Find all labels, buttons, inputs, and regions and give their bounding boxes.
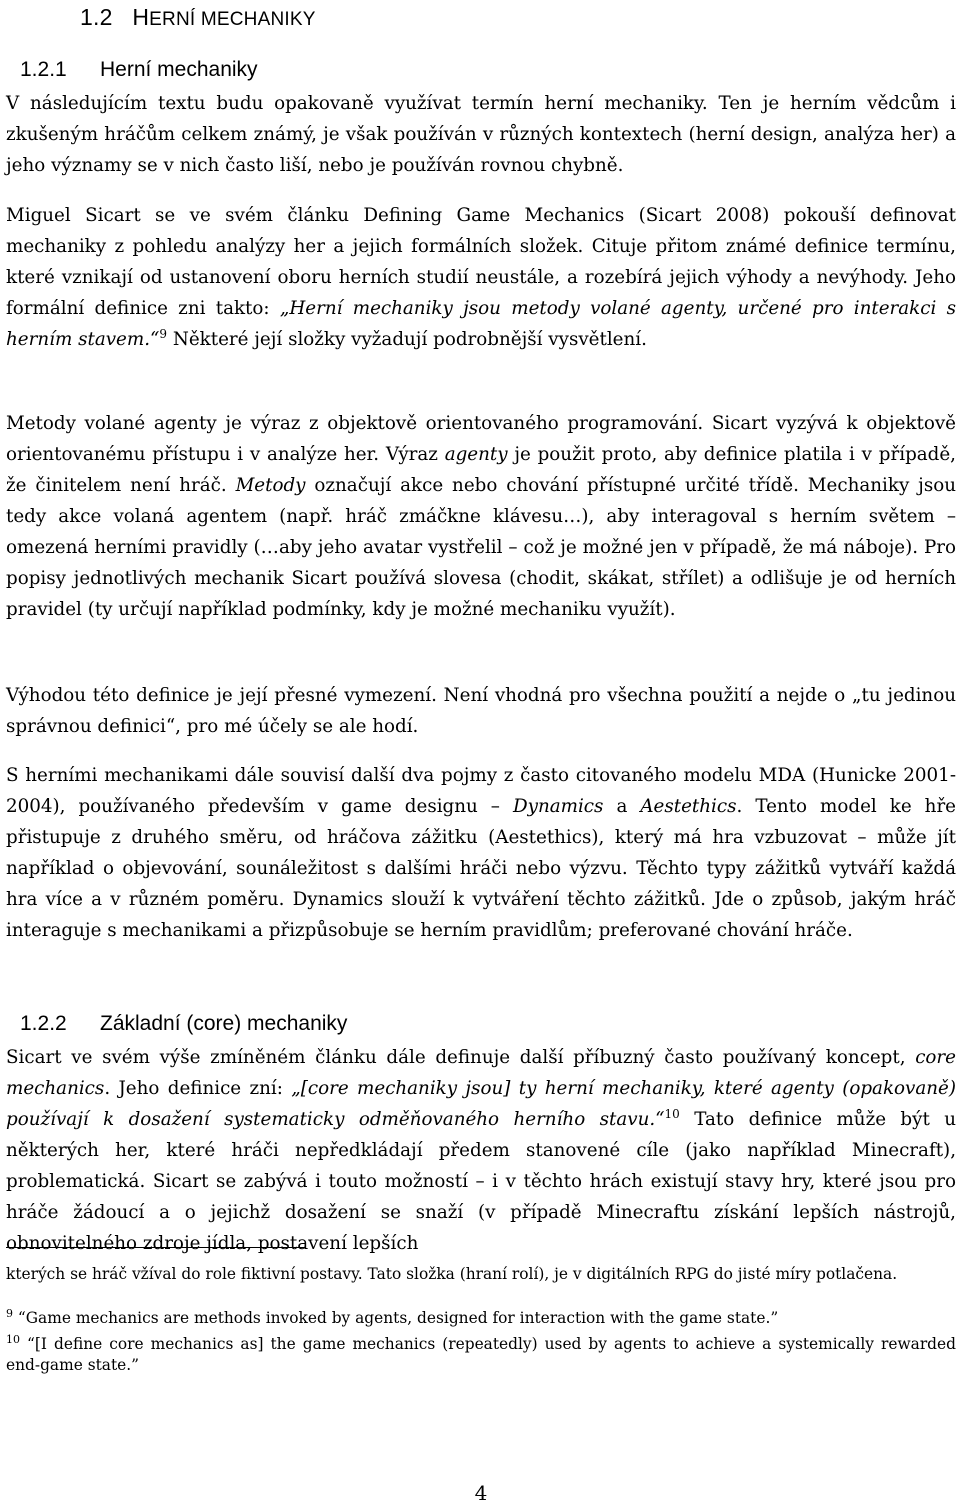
italic-term-agenty: agenty — [444, 444, 508, 465]
footnote-9 — [6, 1308, 956, 1329]
section-title-rest: ERNÍ MECHANIKY — [149, 9, 316, 30]
footnote-text: “Game mechanics are methods invoked by agents, designed for interaction with the game state.” — [13, 1309, 779, 1327]
footnote-text: “[I define core mechanics as] the game mechanics (repeatedly) used by agents to achieve a systemically rewarded end-game state.” — [6, 1335, 956, 1374]
footnote-ref-10[interactable]: 10 — [664, 1107, 680, 1121]
paragraph-advantage: Výhodou této definice je její přesné vymezení. Není vhodná pro všechna použití a nejde o „tu jedinou správnou definici“, pro mé účely se ale hodí. — [6, 685, 956, 737]
footnote-continuation: kterých se hráč vžíval do role fiktivní postavy. Tato složka (hraní rolí), je v digitálních RPG do jisté míry potlačena. — [6, 1265, 898, 1283]
footnote-ref-9[interactable]: 9 — [159, 327, 168, 341]
quote-core-definition: „[core mechaniky jsou] ty herní mechaniky, které agenty (opakovaně) používají k dosažení systematicky odměňovaného herního stavu.“ — [6, 1078, 956, 1130]
footnote-number: 9 — [6, 1307, 13, 1320]
italic-term-metody: Metody — [235, 475, 306, 496]
subsection-title: Herní mechaniky — [100, 58, 258, 81]
text-span: a — [603, 796, 641, 817]
paragraph-methods — [6, 408, 956, 625]
text-span: Některé její složky vyžadují podrobnější vysvětlení. — [167, 329, 647, 350]
page-number: 4 — [474, 1481, 488, 1505]
subsection-heading-mechaniky — [20, 56, 258, 84]
section-number: 1.2 — [80, 4, 113, 30]
footnote-10 — [6, 1334, 956, 1376]
subsection-number: 1.2.2 — [20, 1012, 67, 1035]
text-span: . Jeho definice zní: — [104, 1078, 292, 1099]
paragraph-intro: V následujícím textu budu opakovaně využívat termín herní mechaniky. Ten je herním vědcům i zkušeným hráčům celkem známý, je však používán v různých kontextech (herní design, analýza her) a jeho významy se v nich často liší, nebo je používán rovnou chybně. — [6, 93, 956, 176]
text-span: označují akce nebo chování přístupné určité třídě. Mechaniky jsou tedy akce volaná agentem (např. hráč zmáčkne klávesu…), aby interagoval s herním světem – omezená herními pravidly (…aby jeho avatar vystřelil – což je možné jen v případě, že má náboje). Pro popisy jednotlivých mechanik Sicart používá slovesa (chodit, skákat, střílet) a odlišuje je od herních pravidel (ty určují například podmínky, kdy je možné mechaniku využít). — [6, 475, 956, 620]
italic-term-dynamics: Dynamics — [512, 796, 604, 817]
quote-definition: „Herní mechaniky jsou metody volané agenty, určené pro interakci s herním stavem.“ — [6, 298, 957, 350]
text-span: Metody volané agenty je výraz z objektově orientovaného programování. Sicart vyzývá k objektově orientovanému přístupu i v analýze her. Výraz — [6, 413, 956, 465]
subsection-title: Základní (core) mechaniky — [100, 1012, 348, 1035]
text-span: S herními mechanikami dále souvisí další dva pojmy z často citovaného modelu MDA (Hunicke 2001-2004), používaného především v game designu – — [6, 765, 956, 817]
subsection-heading-core — [20, 1010, 347, 1038]
italic-term-core-mechanics: core mechanics — [6, 1047, 956, 1099]
italic-term-aestethics: Aestethics — [640, 796, 737, 817]
subsection-number: 1.2.1 — [20, 58, 67, 81]
text-span: je použit proto, aby definice platila i v případě, že činitelem není hráč. — [6, 444, 956, 496]
section-heading — [80, 2, 316, 35]
section-title-initial: H — [132, 4, 150, 30]
footnote-separator — [6, 1247, 306, 1248]
text-span: Miguel Sicart se ve svém článku Defining Game Mechanics (Sicart 2008) pokouší definovat mechaniky z pohledu analýzy her a jejich formálních složek. Cituje přitom známé definice termínu, které vznikají od ustanovení oboru herních studií neustále, a rozebírá jejich výhody a nevýhody. Jeho formální definice zni takto: — [6, 205, 956, 319]
text-span: . Tento model ke hře přistupuje z druhého směru, od hráčova zážitku (Aestethics), který má hra vzbuzovat – může jít například o objevování, sounáležitost s dalšími hráči nebo výzvu. Těchto typy zážitků vytváří každá hra více a v různém poměru. Dynamics slouží k vytváření těchto zážitků. Jde o způsob, jakým hráč interaguje s mechanikami a přizpůsobuje se herním pravidlům; preferované chování hráče. — [6, 796, 957, 941]
text-span: Sicart ve svém výše zmíněném článku dále definuje další příbuzný často používaný koncept, — [6, 1047, 916, 1068]
footnote-number: 10 — [6, 1333, 20, 1346]
text-span: Tato definice může být u některých her, které hráči nepředkládají předem stanovené cíle (jako například Minecraft), problematická. Sicart se zabývá i touto možností – i v těchto hrách existují stavy hry, které jsou pro hráče žádoucí a o jejichž dosažení se snaží (v případě Minecraftu získání lepších nástrojů, obnovitelného zdroje jídla, postavení lepších — [6, 1109, 956, 1254]
paragraph-core-mechanics — [6, 1042, 956, 1259]
paragraph-sicart-definition — [6, 200, 956, 355]
paragraph-mda — [6, 760, 956, 946]
